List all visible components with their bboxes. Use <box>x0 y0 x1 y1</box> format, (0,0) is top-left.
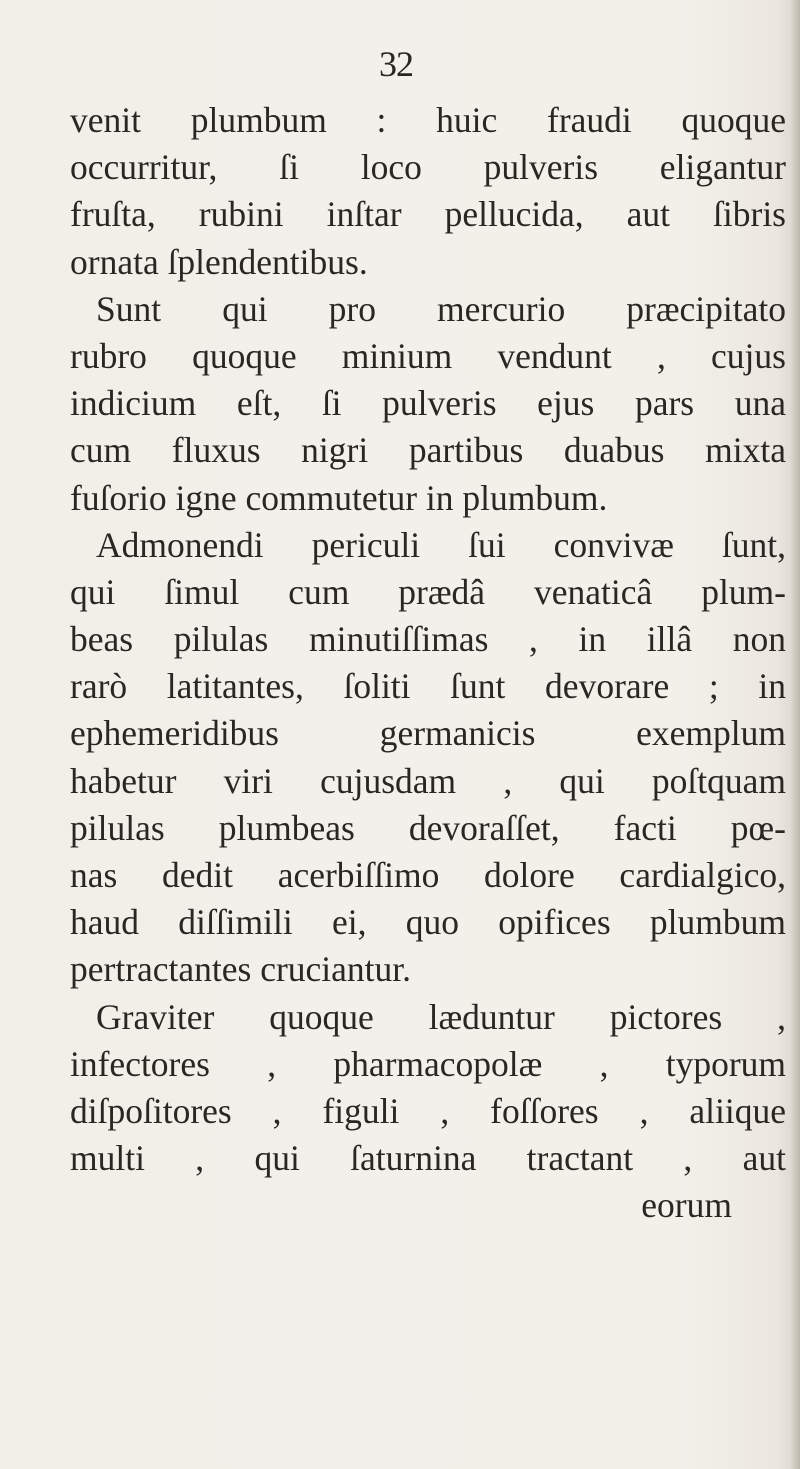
text-line: fruſta, rubini inſtar pellucida, aut ſibris <box>70 194 786 235</box>
page-edge-shadow <box>790 0 800 1469</box>
text-line: fuſorio igne commutetur in plumbum. <box>70 477 608 518</box>
body-text <box>70 97 786 1230</box>
text-line: indicium eſt, ſi pulveris ejus pars una <box>70 383 786 424</box>
paragraph-start-line: Sunt qui pro mercurio præcipitato <box>96 288 786 329</box>
text-line: occurritur, ſi loco pulveris eligantur <box>70 147 786 188</box>
text-line: venit plumbum : huic fraudi quoque <box>70 100 786 140</box>
text-line: infectores , pharmacopolæ , typorum <box>70 1043 786 1084</box>
text-line: beas pilulas minutiſſimas , in illâ non <box>70 619 786 660</box>
text-line: habetur viri cujusdam , qui poſtquam <box>70 760 786 801</box>
text-line: pertractantes cruciantur. <box>70 949 412 990</box>
text-line: diſpoſitores , figuli , foſſores , aliique <box>70 1090 786 1131</box>
text-line: nas dedit acerbiſſimo dolore cardialgico, <box>70 855 786 895</box>
text-line: haud diſſimili ei, quo opifices plumbum <box>70 902 786 943</box>
text-line: multi , qui ſaturnina tractant , aut <box>70 1138 786 1179</box>
text-line: rarò latitantes, ſoliti ſunt devorare ; in <box>70 666 786 707</box>
text-line: cum fluxus nigri partibus duabus mixta <box>70 430 786 471</box>
page-number: 32 <box>379 44 413 84</box>
text-line: pilulas plumbeas devoraſſet, facti pœ- <box>70 807 786 848</box>
text-line: rubro quoque minium vendunt , cujus <box>70 335 786 376</box>
paragraph-start-line: Graviter quoque læduntur pictores , <box>96 996 786 1037</box>
text-line: ornata ſplendentibus. <box>70 241 368 282</box>
catchword: eorum <box>641 1185 732 1226</box>
paragraph-start-line: Admonendi periculi ſui convivæ ſunt, <box>96 524 786 565</box>
text-line: ephemeridibus germanicis exemplum <box>70 713 786 754</box>
text-line: qui ſimul cum prædâ venaticâ plum- <box>70 571 786 612</box>
